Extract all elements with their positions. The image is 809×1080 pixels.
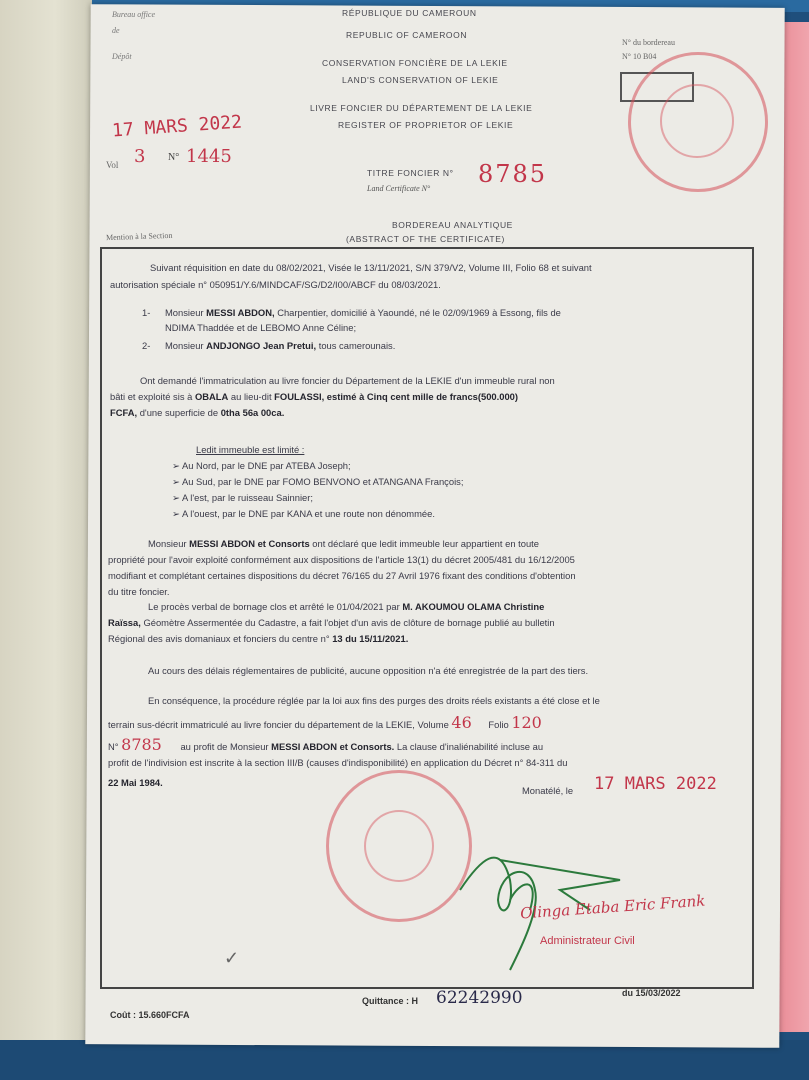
header-left-line2: de (112, 26, 120, 35)
republic-fr: RÉPUBLIQUE DU CAMEROUN (342, 8, 477, 18)
p6-line3: N° 8785 au profit de Monsieur MESSI ABDON et Consorts. La clause d'inaliénabilité incluse au (108, 735, 544, 754)
folio-handwritten: 120 (511, 713, 542, 732)
quittance-number: 62242990 (436, 988, 523, 1008)
item1-line1 (165, 307, 561, 318)
limit-west: ➢ A l'ouest, par le DNE par KANA et une route non dénommée. (172, 508, 435, 519)
item2-line (165, 340, 395, 351)
date-stamp: 17 MARS 2022 (111, 111, 243, 142)
top-right-stamp-inner (660, 84, 734, 158)
arrow-bullet-icon: ➢ (172, 476, 182, 487)
quittance-label: Quittance : H (362, 996, 419, 1006)
bordereau-fr: BORDEREAU ANALYTIQUE (392, 220, 513, 230)
item1-civility: Monsieur (165, 307, 204, 318)
signature-name: Olinga Etaba Eric Frank (519, 891, 706, 923)
footer-date: du 15/03/2022 (622, 988, 681, 998)
n-number: 1445 (186, 146, 232, 167)
bordereau-en: (ABSTRACT OF THE CERTIFICATE) (346, 234, 505, 244)
livre-fr: LIVRE FONCIER DU DÉPARTEMENT DE LA LEKIE (310, 103, 533, 113)
p6-line5: 22 Mai 1984. (108, 777, 163, 788)
p2-3b: d'une superficie de (139, 407, 219, 418)
conservation-en: LAND'S CONSERVATION OF LEKIE (342, 75, 499, 85)
p3-line3: modifiant et complétant certaines dispositions du décret 76/165 du 27 Avril 1976 fixant des conditions d'obtention (108, 570, 576, 581)
p3-line1: Monsieur MESSI ABDON et Consorts ont déclaré que ledit immeuble leur appartient en toute (148, 538, 539, 549)
p2-obala: OBALA (194, 391, 229, 402)
p2-line2 (110, 391, 518, 402)
item1-name: MESSI ABDON, (206, 307, 275, 318)
item2-num: 2- (142, 340, 151, 351)
livre-en: REGISTER OF PROPRIETOR OF LEKIE (338, 120, 514, 130)
land-label: Land Certificate N° (367, 184, 431, 193)
p1-line2: autorisation spéciale n° 050951/Y.6/MINDCAF/SG/D2/I00/ABCF du 08/03/2021. (110, 279, 441, 290)
arrow-bullet-icon: ➢ (172, 460, 182, 471)
p6-line2: terrain sus-décrit immatriculé au livre foncier du département de la LEKIE, Volume 46 Folio 120 (108, 713, 542, 732)
header-left-line3: Dépôt (112, 52, 132, 61)
nb-label: N° 10 B04 (622, 52, 657, 61)
p6-line1: En conséquence, la procédure réglée par la loi aux fins des purges des droits réels existants a été close et le (148, 695, 600, 706)
item2-name: ANDJONGO Jean Pretui, (206, 340, 317, 351)
p2-area: 0tha 56a 00ca. (220, 407, 285, 418)
titre-number: 8785 (478, 160, 548, 188)
place-date: 17 MARS 2022 (594, 774, 717, 794)
p2-foulassi: FOULASSI, estimé à Cinq cent mille de francs(500.000) (274, 391, 519, 402)
p1-line1: Suivant réquisition en date du 08/02/2021, Visée le 13/11/2021, S/N 379/V2, Volume III, Folio 68 et suivant (150, 262, 592, 273)
p5-line: Au cours des délais réglementaires de publicité, aucune opposition n'a été enregistrée de la part des tiers. (148, 665, 589, 676)
conservation-fr: CONSERVATION FONCIÈRE DE LA LEKIE (322, 58, 508, 68)
titre-label: TITRE FONCIER N° (367, 168, 454, 178)
vol-label: Vol (106, 160, 119, 170)
arrow-bullet-icon: ➢ (172, 492, 182, 503)
p4-line3: Régional des avis domaniaux et fonciers du centre n° 13 du 15/11/2021. (108, 633, 409, 644)
handwritten-signature (440, 800, 670, 980)
p4-line2: Raïssa, Géomètre Assermentée du Cadastre, a fait l'objet d'un avis de clôture de bornage publié au bulletin (108, 617, 555, 628)
bordereau-label: N° du bordereau (622, 38, 675, 47)
cout-label: Coût : 15.660FCFA (110, 1010, 190, 1020)
mention-label: Mention à la Section (105, 230, 173, 243)
limit-north: ➢ Au Nord, par le DNE par ATEBA Joseph; (172, 460, 351, 471)
arrow-bullet-icon: ➢ (172, 508, 182, 519)
item1-details: Charpentier, domicilié à Yaoundé, né le 02/09/1969 à Essong, fils de (277, 307, 561, 318)
p3-line4: du titre foncier. (108, 586, 170, 597)
limits-title: Ledit immeuble est limité : (196, 444, 305, 455)
republic-en: REPUBLIC OF CAMEROON (346, 30, 468, 40)
folder-left-page (0, 0, 92, 1080)
item2-civility: Monsieur (165, 340, 204, 351)
limit-south: ➢ Au Sud, par le DNE par FOMO BENVONO et ATANGANA François; (172, 476, 464, 487)
p2-2c: au lieu-dit (230, 391, 272, 402)
p2-fcfa: FCFA, (110, 407, 138, 418)
p3-line2: propriété pour l'avoir exploité conformément aux dispositions de l'article 13(1) du décret 2005/481 du 16/12/2005 (108, 554, 575, 565)
vol-number: 3 (134, 146, 146, 167)
limit-east: ➢ A l'est, par le ruisseau Sainnier; (172, 492, 313, 503)
check-mark: ✓ (224, 948, 240, 968)
titre-number-handwritten: 8785 (121, 735, 162, 754)
item1-line2: NDIMA Thaddée et de LEBOMO Anne Céline; (165, 322, 357, 333)
p6-line4: profit de l'indivision est inscrite à la section III/B (causes d'indisponibilité) en application du Décret n° 84-311 du (108, 757, 568, 768)
item2-details: tous camerounais. (318, 340, 396, 351)
p2-2a: bâti et exploité sis à (110, 391, 193, 402)
p2-line3 (110, 407, 284, 418)
signature-title: Administrateur Civil (540, 935, 635, 947)
p2-line1: Ont demandé l'immatriculation au livre foncier du Département de la LEKIE d'un immeuble rural non (140, 375, 555, 386)
item1-num: 1- (142, 307, 151, 318)
p4-line1: Le procès verbal de bornage clos et arrêté le 01/04/2021 par M. AKOUMOU OLAMA Christine (148, 601, 545, 612)
n-label: N° (168, 152, 180, 163)
header-left-line1: Bureau office (112, 10, 156, 19)
official-seal-inner (364, 810, 434, 882)
place-label: Monatélé, le (522, 785, 574, 796)
volume-handwritten: 46 (451, 713, 472, 732)
